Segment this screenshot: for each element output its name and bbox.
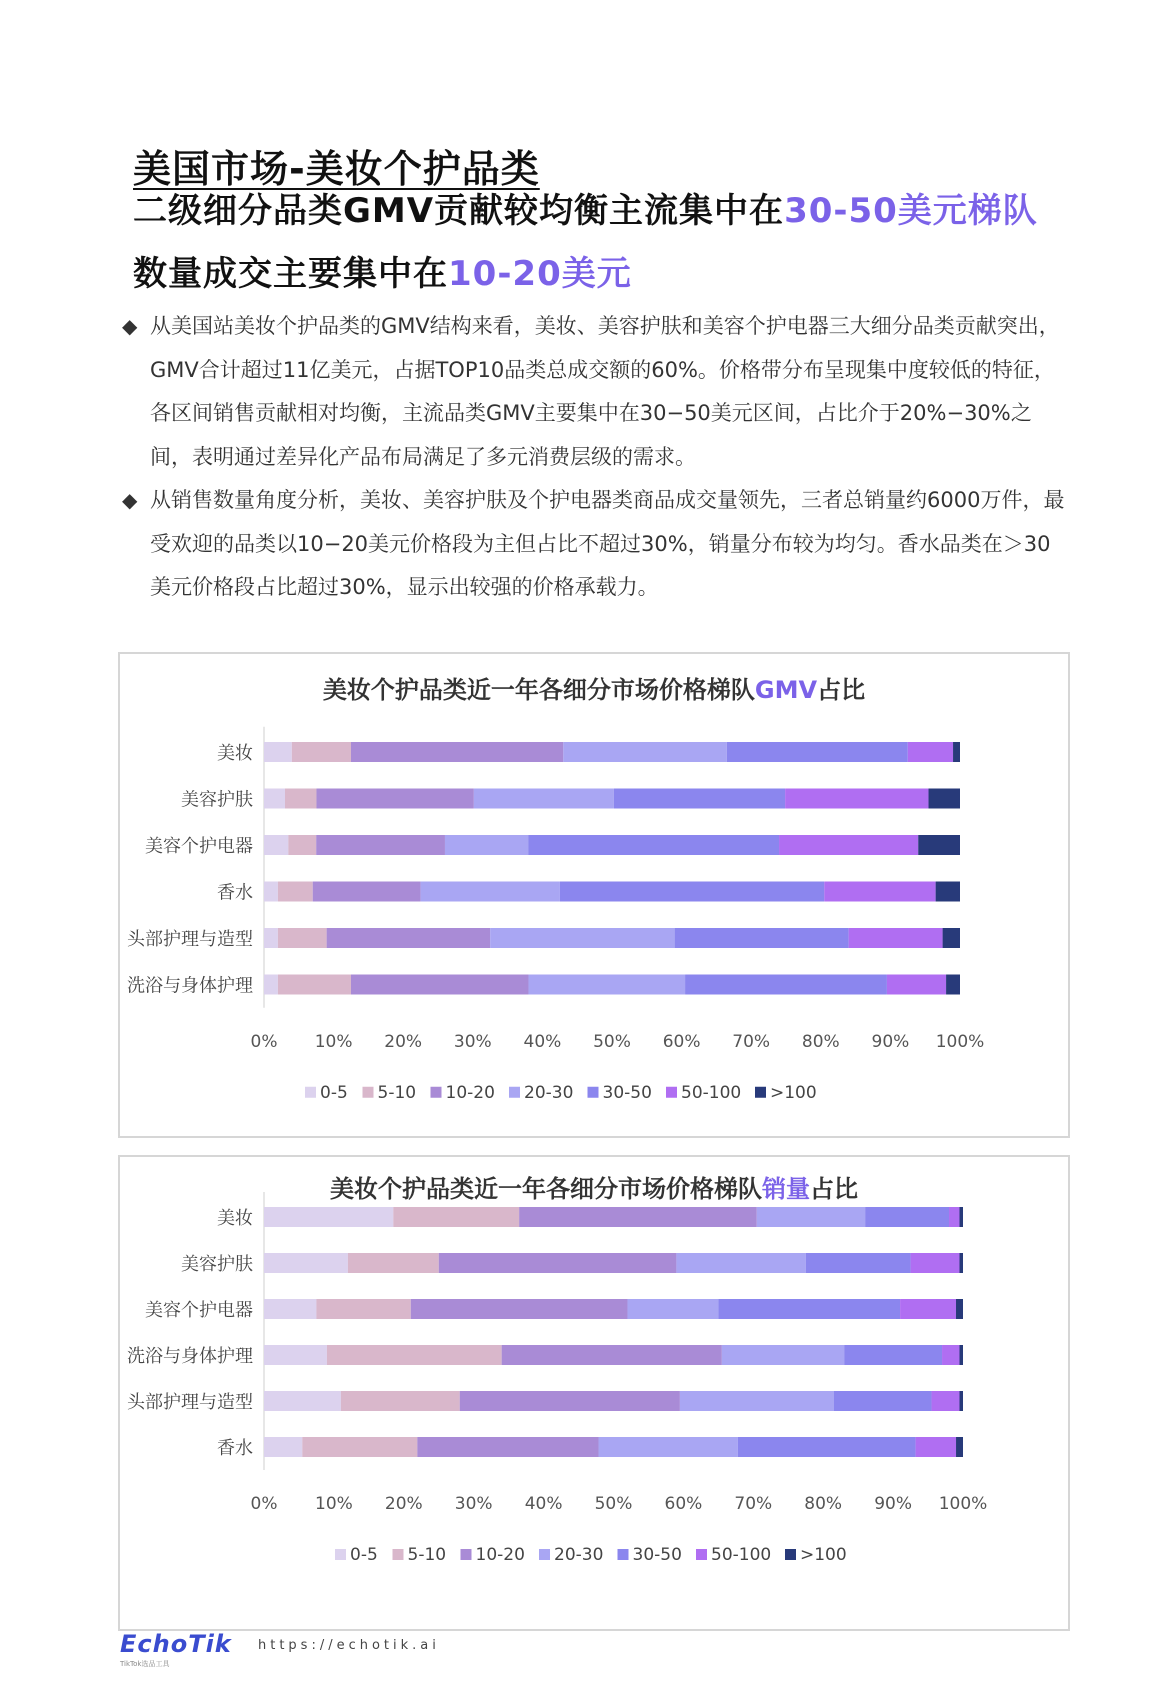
category-label: 美容个护电器 bbox=[145, 836, 253, 857]
legend-label: 10-20 bbox=[445, 1082, 495, 1103]
bar-segment bbox=[675, 928, 849, 948]
bar-segment bbox=[727, 742, 908, 762]
x-tick-label: 10% bbox=[315, 1494, 353, 1514]
echotik-logo: EchoTik bbox=[120, 1630, 232, 1658]
bar-segment bbox=[264, 1345, 327, 1365]
bar-segment bbox=[599, 1437, 738, 1457]
bar-segment bbox=[348, 1253, 439, 1273]
bar-segment bbox=[278, 975, 351, 995]
bullet-item bbox=[120, 479, 1070, 610]
x-tick-label: 40% bbox=[524, 1494, 563, 1514]
legend-label: 5-10 bbox=[377, 1082, 417, 1103]
legend-swatch bbox=[509, 1087, 520, 1098]
legend-swatch bbox=[588, 1087, 599, 1098]
bar-segment bbox=[439, 1253, 677, 1273]
bar-segment bbox=[351, 975, 528, 995]
bar-segment bbox=[264, 1391, 341, 1411]
bar-segment bbox=[722, 1345, 844, 1365]
x-tick-label: 100% bbox=[935, 1031, 985, 1052]
bar-segment bbox=[316, 789, 473, 809]
category-label: 头部护理与造型 bbox=[127, 1392, 253, 1413]
chart-title-highlight: 销量 bbox=[762, 1175, 810, 1203]
category-label: 美妆 bbox=[217, 743, 253, 764]
bar-segment bbox=[264, 835, 288, 855]
bar-segment bbox=[316, 1299, 410, 1319]
bar-segment bbox=[421, 882, 560, 902]
legend-label: 50-100 bbox=[711, 1545, 772, 1565]
bar-segment bbox=[411, 1299, 628, 1319]
bar-segment bbox=[445, 835, 529, 855]
chart-title-text: 美妆个护品类近一年各细分市场价格梯队 bbox=[322, 676, 755, 704]
legend-swatch bbox=[755, 1087, 766, 1098]
x-tick-label: 100% bbox=[938, 1494, 988, 1514]
bar-segment bbox=[956, 1299, 963, 1319]
bar-segment bbox=[502, 1345, 722, 1365]
category-label: 头部护理与造型 bbox=[127, 929, 253, 950]
bar-segment bbox=[614, 789, 785, 809]
bar-segment bbox=[806, 1253, 911, 1273]
legend-label: 0-5 bbox=[320, 1082, 348, 1103]
bar-segment bbox=[936, 882, 960, 902]
bar-segment bbox=[908, 742, 953, 762]
chart-title-text: 美妆个护品类近一年各细分市场价格梯队 bbox=[330, 1175, 762, 1203]
bar-segment bbox=[528, 975, 685, 995]
volume-chart-panel bbox=[118, 1155, 1070, 1631]
legend-label: 10-20 bbox=[475, 1545, 525, 1565]
bar-segment bbox=[779, 835, 918, 855]
bar-segment bbox=[911, 1253, 960, 1273]
category-label: 洗浴与身体护理 bbox=[127, 1346, 253, 1367]
subheading-gmv-text: 二级细分品类GMV贡献较均衡主流集中在 bbox=[133, 191, 785, 231]
x-tick-label: 50% bbox=[594, 1494, 633, 1514]
subheading-volume-highlight: 10-20美元 bbox=[448, 254, 632, 294]
legend-swatch bbox=[785, 1549, 796, 1560]
bar-segment bbox=[264, 1299, 316, 1319]
bar-segment bbox=[264, 1437, 302, 1457]
bar-segment bbox=[627, 1299, 718, 1319]
x-tick-label: 0% bbox=[250, 1031, 278, 1052]
bar-segment bbox=[956, 1437, 963, 1457]
bar-segment bbox=[929, 789, 960, 809]
bar-segment bbox=[918, 835, 960, 855]
footer-url[interactable]: https://echotik.ai bbox=[258, 1638, 440, 1653]
bar-segment bbox=[946, 975, 960, 995]
category-label: 美容护肤 bbox=[181, 789, 253, 811]
bar-segment bbox=[278, 882, 313, 902]
bar-segment bbox=[757, 1207, 865, 1227]
x-tick-label: 30% bbox=[454, 1494, 493, 1514]
bar-segment bbox=[865, 1207, 949, 1227]
bar-segment bbox=[916, 1437, 956, 1457]
legend-swatch bbox=[618, 1549, 629, 1560]
gmv-chart-panel bbox=[118, 652, 1070, 1138]
legend-label: 20-30 bbox=[524, 1082, 574, 1103]
chart-title-highlight: GMV bbox=[754, 676, 818, 704]
gmv-stacked-bar-chart bbox=[120, 654, 1068, 1136]
category-label: 香水 bbox=[217, 882, 253, 904]
chart-title-suffix: 占比 bbox=[817, 676, 866, 704]
legend-label: 5-10 bbox=[407, 1545, 447, 1565]
category-label: 美容个护电器 bbox=[145, 1300, 253, 1321]
bullet-text: 从美国站美妆个护品类的GMV结构来看，美妆、美容护肤和美容个护电器三大细分品类贡献突出，GMV合计超过11亿美元，占据TOP10品类总成交额的60%。价格带分布呈现集中度较低的特征，各区间销售贡献相对均衡，主流品类GMV主要集中在30−50美元区间，占比介于20%−30%之间，表明通过差异化产品布局满足了多元消费层级的需求。 bbox=[150, 314, 1060, 469]
bar-segment bbox=[341, 1391, 460, 1411]
bar-segment bbox=[474, 789, 614, 809]
bullet-item bbox=[120, 305, 1070, 479]
bar-segment bbox=[560, 882, 824, 902]
bar-segment bbox=[960, 1207, 963, 1227]
legend-swatch bbox=[305, 1087, 316, 1098]
bar-segment bbox=[264, 975, 278, 995]
x-tick-label: 30% bbox=[453, 1031, 492, 1052]
bar-segment bbox=[960, 1391, 963, 1411]
subheading-gmv bbox=[133, 183, 1038, 232]
bar-segment bbox=[417, 1437, 598, 1457]
subheading-gmv-highlight: 30-50美元梯队 bbox=[784, 191, 1038, 231]
bar-segment bbox=[313, 882, 421, 902]
summary-bullets bbox=[120, 305, 1070, 610]
legend-swatch bbox=[335, 1549, 346, 1560]
bullet-text: 从销售数量角度分析，美妆、美容护肤及个护电器类商品成交量领先，三者总销量约6000万件，最受欢迎的品类以10−20美元价格段为主但占比不超过30%，销量分布较为均匀。香水品类在＞30美元价格段占比超过30%，显示出较强的价格承载力。 bbox=[150, 488, 1065, 599]
bar-segment bbox=[264, 928, 278, 948]
category-label: 美容护肤 bbox=[181, 1254, 253, 1275]
legend-swatch bbox=[666, 1087, 677, 1098]
gmv-chart-title bbox=[120, 670, 1068, 705]
diamond-bullet-icon: ◆ bbox=[122, 314, 138, 338]
x-tick-label: 0% bbox=[250, 1494, 278, 1514]
legend-label: >100 bbox=[800, 1545, 847, 1565]
bar-segment bbox=[285, 789, 316, 809]
bar-segment bbox=[685, 975, 887, 995]
bar-segment bbox=[288, 835, 316, 855]
x-tick-label: 70% bbox=[734, 1494, 773, 1514]
x-tick-label: 60% bbox=[664, 1494, 703, 1514]
echotik-logo-subtitle: TikTok选品工具 bbox=[120, 1660, 170, 1668]
bar-segment bbox=[264, 789, 285, 809]
bar-segment bbox=[932, 1391, 960, 1411]
subheading-volume bbox=[133, 246, 632, 295]
bar-segment bbox=[460, 1391, 680, 1411]
bar-segment bbox=[292, 742, 351, 762]
x-tick-label: 60% bbox=[662, 1031, 701, 1052]
x-tick-label: 80% bbox=[804, 1494, 843, 1514]
legend-swatch bbox=[461, 1549, 472, 1560]
bar-segment bbox=[960, 1345, 963, 1365]
x-tick-label: 70% bbox=[732, 1031, 771, 1052]
bar-segment bbox=[393, 1207, 519, 1227]
legend-label: 50-100 bbox=[681, 1082, 742, 1103]
bar-segment bbox=[264, 1207, 393, 1227]
x-tick-label: 20% bbox=[384, 1031, 423, 1052]
bar-segment bbox=[900, 1299, 956, 1319]
legend-label: 30-50 bbox=[602, 1082, 652, 1103]
legend-swatch bbox=[431, 1087, 442, 1098]
legend-swatch bbox=[539, 1549, 550, 1560]
bar-segment bbox=[942, 1345, 959, 1365]
bar-segment bbox=[785, 789, 928, 809]
bar-segment bbox=[680, 1391, 834, 1411]
legend-swatch bbox=[363, 1087, 374, 1098]
volume-chart-title bbox=[120, 1169, 1068, 1204]
legend-label: 0-5 bbox=[350, 1545, 378, 1565]
legend-label: 20-30 bbox=[554, 1545, 604, 1565]
bar-segment bbox=[718, 1299, 900, 1319]
bar-segment bbox=[844, 1345, 942, 1365]
volume-stacked-bar-chart bbox=[120, 1157, 1068, 1629]
bar-segment bbox=[351, 742, 563, 762]
bar-segment bbox=[490, 928, 674, 948]
chart-title-suffix: 占比 bbox=[810, 1175, 858, 1203]
category-label: 美妆 bbox=[217, 1208, 253, 1229]
bar-segment bbox=[327, 928, 491, 948]
bar-segment bbox=[676, 1253, 805, 1273]
legend-label: 30-50 bbox=[632, 1545, 682, 1565]
bar-segment bbox=[528, 835, 779, 855]
page-heading: 美国市场-美妆个护品类 bbox=[133, 147, 540, 191]
legend-swatch bbox=[696, 1549, 707, 1560]
x-tick-label: 20% bbox=[384, 1494, 423, 1514]
bar-segment bbox=[824, 882, 935, 902]
x-tick-label: 90% bbox=[871, 1031, 910, 1052]
x-tick-label: 10% bbox=[314, 1031, 353, 1052]
bar-segment bbox=[887, 975, 946, 995]
subheading-volume-text: 数量成交主要集中在 bbox=[133, 254, 448, 294]
bar-segment bbox=[849, 928, 943, 948]
bar-segment bbox=[563, 742, 727, 762]
bar-segment bbox=[302, 1437, 417, 1457]
diamond-bullet-icon: ◆ bbox=[122, 488, 138, 512]
bar-segment bbox=[264, 742, 292, 762]
bar-segment bbox=[316, 835, 445, 855]
x-tick-label: 50% bbox=[593, 1031, 631, 1052]
category-label: 香水 bbox=[217, 1438, 253, 1459]
x-tick-label: 80% bbox=[801, 1031, 840, 1052]
bar-segment bbox=[834, 1391, 932, 1411]
bar-segment bbox=[519, 1207, 757, 1227]
bar-segment bbox=[960, 1253, 963, 1273]
bar-segment bbox=[953, 742, 960, 762]
category-label: 洗浴与身体护理 bbox=[127, 975, 253, 997]
bar-segment bbox=[949, 1207, 959, 1227]
bar-segment bbox=[264, 882, 278, 902]
legend-label: >100 bbox=[770, 1082, 817, 1103]
bar-segment bbox=[278, 928, 327, 948]
bar-segment bbox=[264, 1253, 348, 1273]
x-tick-label: 40% bbox=[523, 1031, 562, 1052]
legend-swatch bbox=[393, 1549, 404, 1560]
bar-segment bbox=[327, 1345, 502, 1365]
bar-segment bbox=[943, 928, 960, 948]
x-tick-label: 90% bbox=[874, 1494, 912, 1514]
bar-segment bbox=[738, 1437, 916, 1457]
